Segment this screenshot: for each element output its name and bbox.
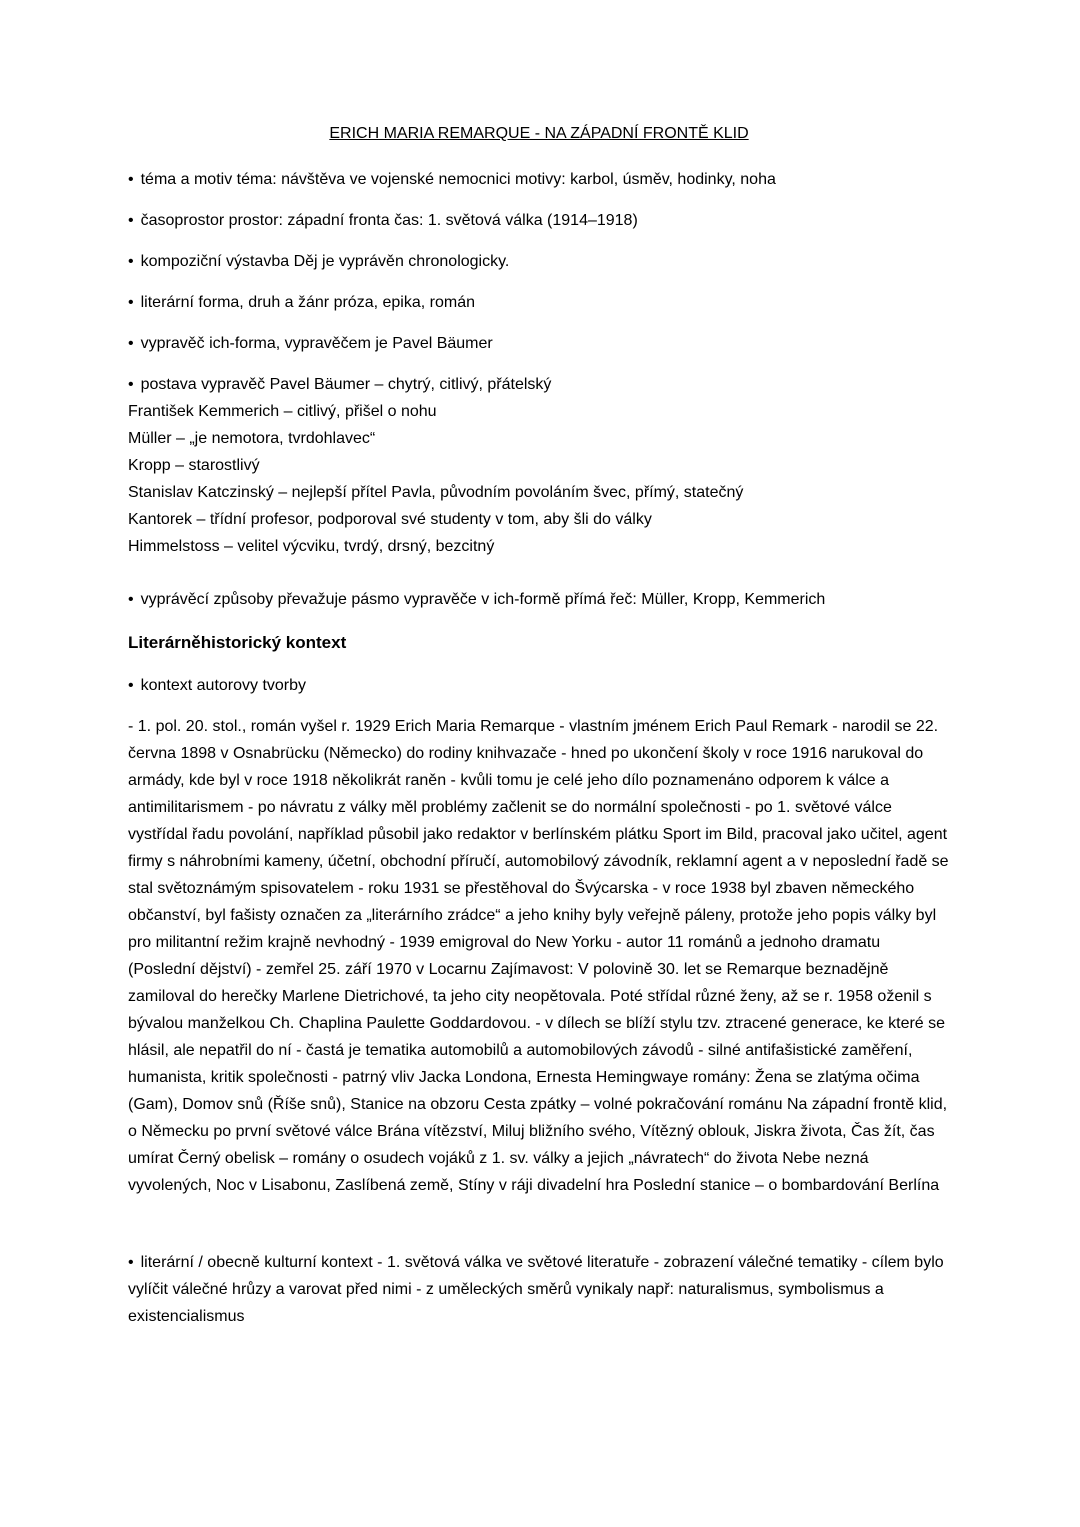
bullet-icon: • (128, 376, 134, 393)
bullet-text: vyprávěcí způsoby převažuje pásmo vypravěče v ich-formě přímá řeč: Müller, Kropp, Kemmerich (140, 591, 826, 608)
character-line-kantorek: Kantorek – třídní profesor, podporoval své studenty v tom, aby šli do války (128, 511, 652, 528)
character-line-katczinsky: Stanislav Katczinský – nejlepší přítel Pavla, původním povoláním švec, přímý, statečný (128, 484, 744, 501)
bullet-icon: • (128, 591, 134, 608)
character-line-muller: Müller – „je nemotora, tvrdohlavec“ (128, 430, 376, 447)
bullet-icon: • (128, 294, 134, 311)
bullet-icon: • (128, 212, 134, 229)
character-line-himmelstoss: Himmelstoss – velitel výcviku, tvrdý, drsný, bezcitný (128, 538, 495, 555)
bullet-vypravec (128, 330, 950, 357)
character-line-kemmerich: František Kemmerich – citlivý, přišel o nohu (128, 403, 437, 420)
bullet-text: časoprostor prostor: západní fronta čas: 1. světová válka (1914–1918) (140, 212, 638, 229)
bullet-icon: • (128, 171, 134, 188)
document-title: ERICH MARIA REMARQUE - NA ZÁPADNÍ FRONTĚ KLID (329, 125, 749, 142)
bullet-text: kompoziční výstavba Děj je vyprávěn chronologicky. (140, 253, 510, 270)
bullet-text: postava vypravěč Pavel Bäumer – chytrý, citlivý, přátelský (140, 376, 552, 393)
bullet-literarni-forma (128, 289, 950, 316)
character-line-kropp: Kropp – starostlivý (128, 457, 260, 474)
bullet-text: kontext autorovy tvorby (140, 677, 307, 694)
bullet-icon: • (128, 335, 134, 352)
bullet-text: téma a motiv téma: návštěva ve vojenské nemocnici motivy: karbol, úsměv, hodinky, noha (140, 171, 776, 188)
character-list (128, 398, 950, 560)
bullet-kompozicni-vystavba (128, 248, 950, 275)
bullet-icon: • (128, 253, 134, 270)
section-heading-literarnehistoricky-kontext: Literárněhistorický kontext (128, 633, 347, 652)
bullet-text: vypravěč ich-forma, vypravěčem je Pavel Bäumer (140, 335, 493, 352)
bullet-vypraveci-zpusoby (128, 586, 950, 613)
bullet-kontext-tvorby (128, 672, 950, 699)
bullet-text: literární forma, druh a žánr próza, epika, román (140, 294, 475, 311)
bullet-icon: • (128, 677, 134, 694)
bullet-tema-motiv (128, 166, 950, 193)
bullet-icon: • (128, 1254, 134, 1271)
biography-paragraph: - 1. pol. 20. stol., román vyšel r. 1929 Erich Maria Remarque - vlastním jménem Erich Paul Remark - narodil se 22. června 1898 v Osnabrücku (Německo) do rodiny knihvazače - hned po ukončení školy v roce 1916 narukoval do armády, kde byl v roce 1918 několikrát raněn - kvůli tomu je celé jeho dílo poznamenáno odporem k válce a antimilitarismem - po návratu z války měl problémy začlenit se do normální společnosti - po 1. světové válce vystřídal řadu povolání, například působil jako redaktor v berlínském plátku Sport im Bild, pracoval jako učitel, agent firmy s náhrobními kameny, účetní, obchodní příručí, automobilový závodník, reklamní agent a v neposlední řadě se stal světoznámým spisovatelem - roku 1931 se přestěhoval do Švýcarska - v roce 1938 byl zbaven německého občanství, byl fašisty označen za „literárního zrádce“ a jeho knihy byly veřejně páleny, protože jeho popis války byl pro militantní režim krajně nevhodný - 1939 emigroval do New Yorku - autor 11 románů a jednoho dramatu (Poslední dějství) - zemřel 25. září 1970 v Locarnu Zajímavost: V polovině 30. let se Remarque beznadějně zamiloval do herečky Marlene Dietrichové, ta jeho city neopětovala. Poté střídal různé ženy, až se r. 1958 oženil s bývalou manželkou Ch. Chaplina Paulette Goddardovou. - v dílech se blíží stylu tzv. ztracené generace, ke které se hlásil, ale nepatřil do ní - častá je tematika automobilů a automobilových závodů - silné antifašistické zaměření, humanista, kritik společnosti - patrný vliv Jacka Londona, Ernesta Hemingwaye romány: Žena se zlatýma očima (Gam), Domov snů (Říše snů), Stanice na obzoru Cesta zpátky – volné pokračování románu Na západní frontě klid, o Německu po první světové válce Brána vítězství, Miluj bližního svého, Vítězný oblouk, Jiskra života, Čas žít, čas umírat Černý obelisk – romány o osudech vojáků z 1. sv. války a jejich „návratech“ do života Nebe nezná vyvolených, Noc v Lisabonu, Zaslíbená země, Stíny v ráji divadelní hra Poslední stanice – o bombardování Berlína (128, 718, 949, 1194)
bullet-text: literární / obecně kulturní kontext - 1. světová válka ve světové literatuře - zobrazení válečné tematiky - cílem bylo vylíčit válečné hrůzy a varovat před nimi - z uměleckých směrů vynikaly např: naturalismus, symbolismus a existencialismus (128, 1254, 944, 1325)
bullet-kulturni-kontext (128, 1249, 950, 1330)
bullet-postava (128, 371, 950, 398)
bullet-casoprostor (128, 207, 950, 234)
